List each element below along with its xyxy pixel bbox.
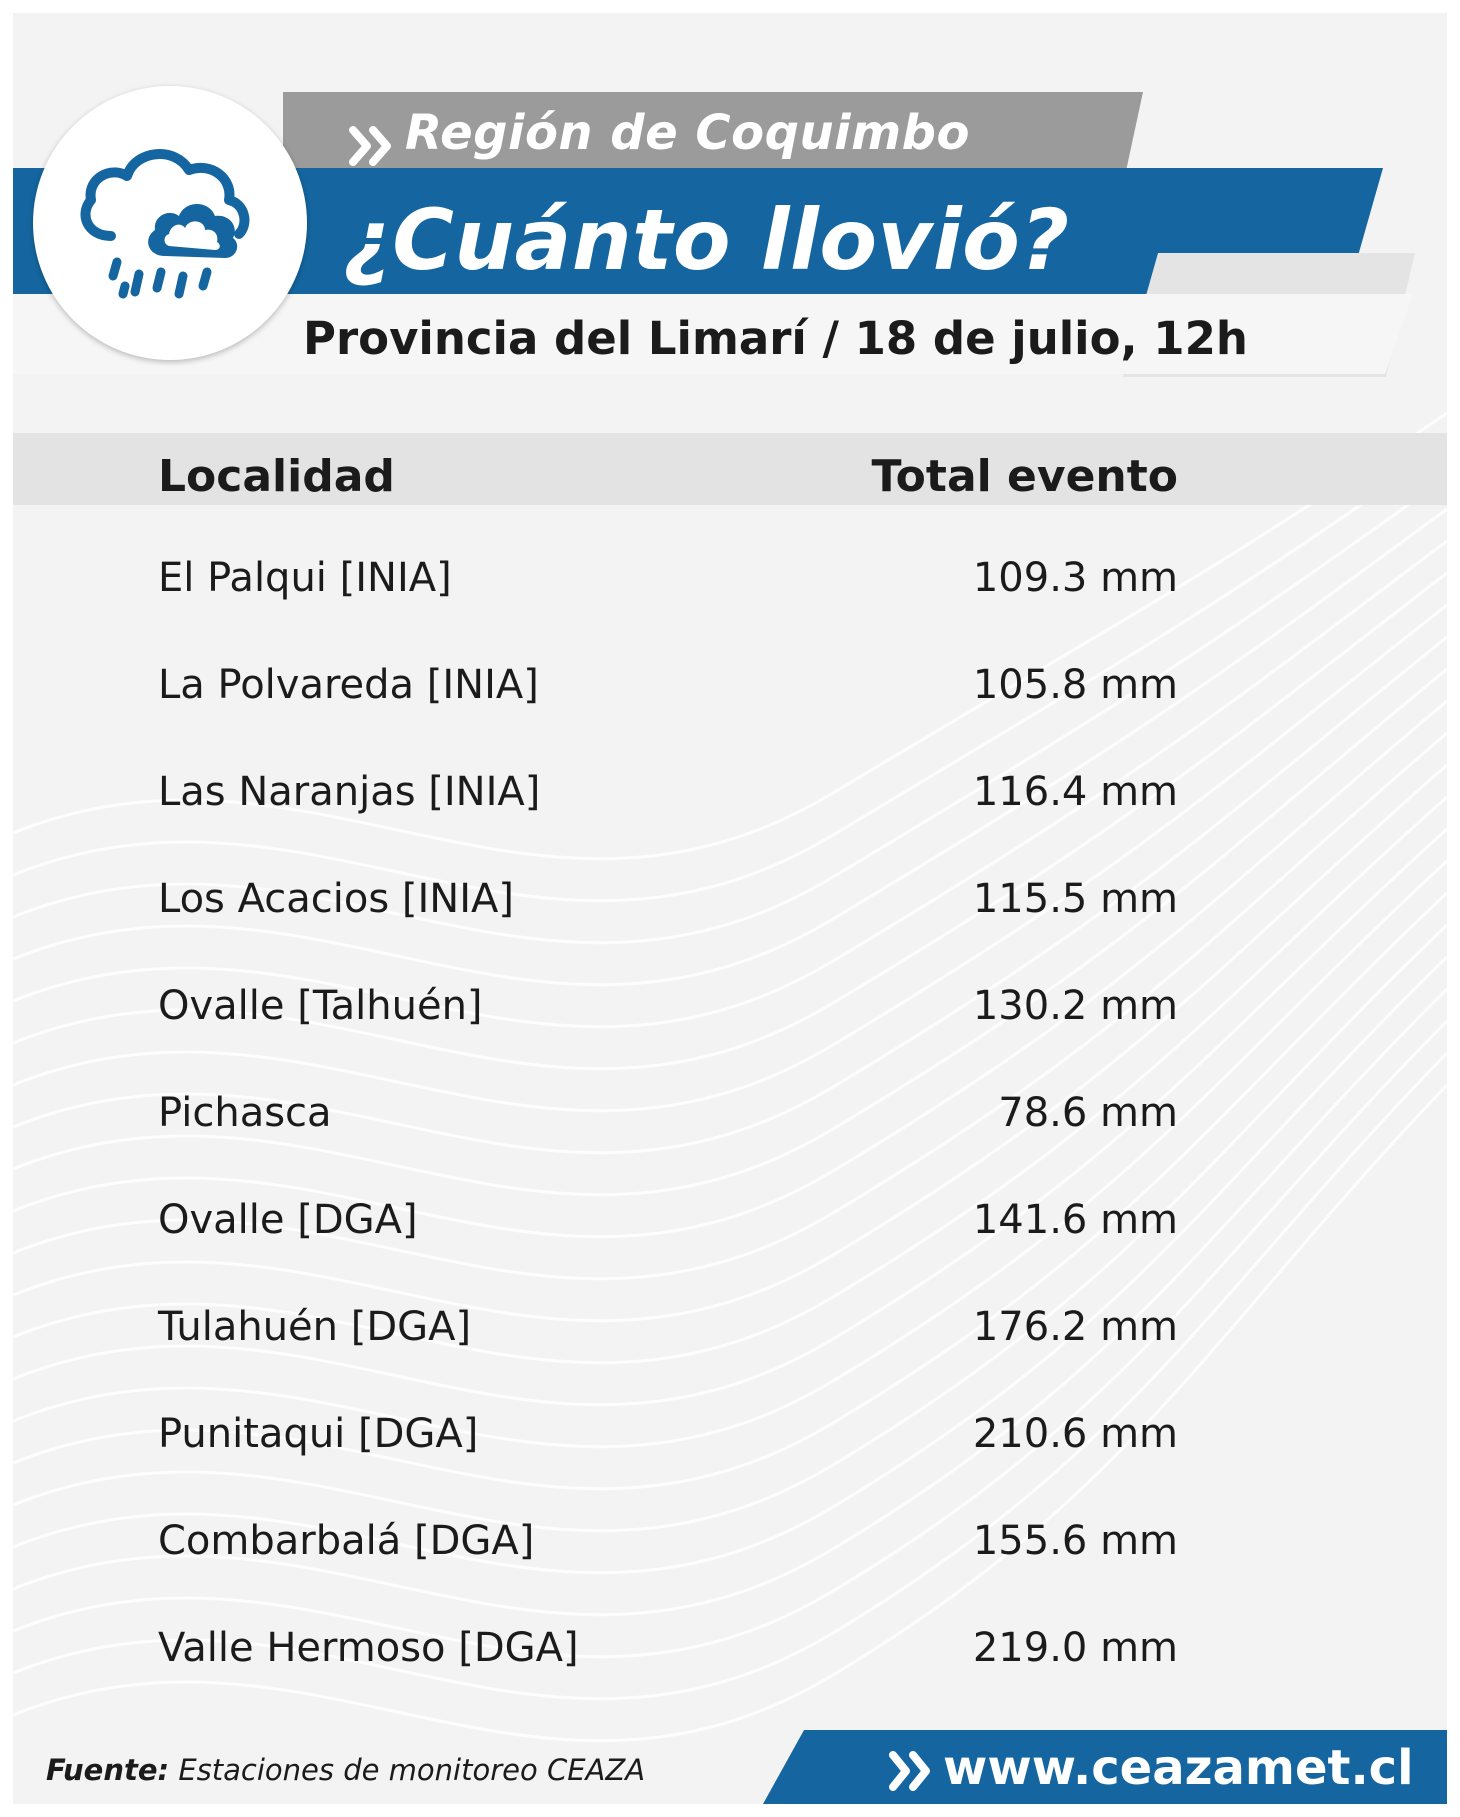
table-row xyxy=(13,1397,1447,1477)
table-row xyxy=(13,648,1447,728)
total-cell: 141.6 mm xyxy=(972,1197,1178,1243)
locality-cell: Punitaqui [DGA] xyxy=(158,1411,479,1457)
total-cell: 155.6 mm xyxy=(972,1518,1178,1564)
locality-cell: Las Naranjas [INIA] xyxy=(158,769,541,815)
website-link[interactable]: www.ceazamet.cl xyxy=(943,1740,1414,1796)
table-row xyxy=(13,541,1447,621)
infographic xyxy=(13,13,1447,1804)
page-subtitle: Provincia del Limarí / 18 de julio, 12h xyxy=(303,312,1248,365)
table-row xyxy=(13,1504,1447,1584)
double-chevron-icon xyxy=(349,126,409,166)
double-chevron-icon xyxy=(889,1751,941,1791)
locality-cell: Tulahuén [DGA] xyxy=(158,1304,472,1350)
total-cell: 78.6 mm xyxy=(998,1090,1178,1136)
table-row xyxy=(13,1611,1447,1691)
page-title: ¿Cuánto llovió? xyxy=(343,191,1070,289)
table-row xyxy=(13,862,1447,942)
total-cell: 105.8 mm xyxy=(972,662,1178,708)
rain-cloud-icon xyxy=(73,126,267,320)
logo-circle xyxy=(33,86,307,360)
region-title: Región de Coquimbo xyxy=(405,105,970,161)
total-cell: 109.3 mm xyxy=(972,555,1178,601)
locality-cell: Ovalle [DGA] xyxy=(158,1197,418,1243)
total-cell: 219.0 mm xyxy=(972,1625,1178,1671)
table-row xyxy=(13,755,1447,835)
total-cell: 116.4 mm xyxy=(972,769,1178,815)
locality-cell: Los Acacios [INIA] xyxy=(158,876,514,922)
total-cell: 115.5 mm xyxy=(972,876,1178,922)
table-row xyxy=(13,1290,1447,1370)
table-row xyxy=(13,1183,1447,1263)
table-row xyxy=(13,969,1447,1049)
locality-cell: Ovalle [Talhuén] xyxy=(158,983,483,1029)
source-label: Fuente: xyxy=(46,1753,170,1787)
source-text: Estaciones de monitoreo CEAZA xyxy=(178,1753,646,1787)
source-note xyxy=(46,1753,645,1787)
locality-cell: Combarbalá [DGA] xyxy=(158,1518,535,1564)
total-cell: 130.2 mm xyxy=(972,983,1178,1029)
table-row xyxy=(13,1076,1447,1156)
column-header-locality: Localidad xyxy=(158,451,395,502)
column-header-total: Total evento xyxy=(871,451,1178,502)
locality-cell: Valle Hermoso [DGA] xyxy=(158,1625,579,1671)
locality-cell: La Polvareda [INIA] xyxy=(158,662,539,708)
total-cell: 210.6 mm xyxy=(972,1411,1178,1457)
locality-cell: El Palqui [INIA] xyxy=(158,555,452,601)
total-cell: 176.2 mm xyxy=(972,1304,1178,1350)
locality-cell: Pichasca xyxy=(158,1090,332,1136)
